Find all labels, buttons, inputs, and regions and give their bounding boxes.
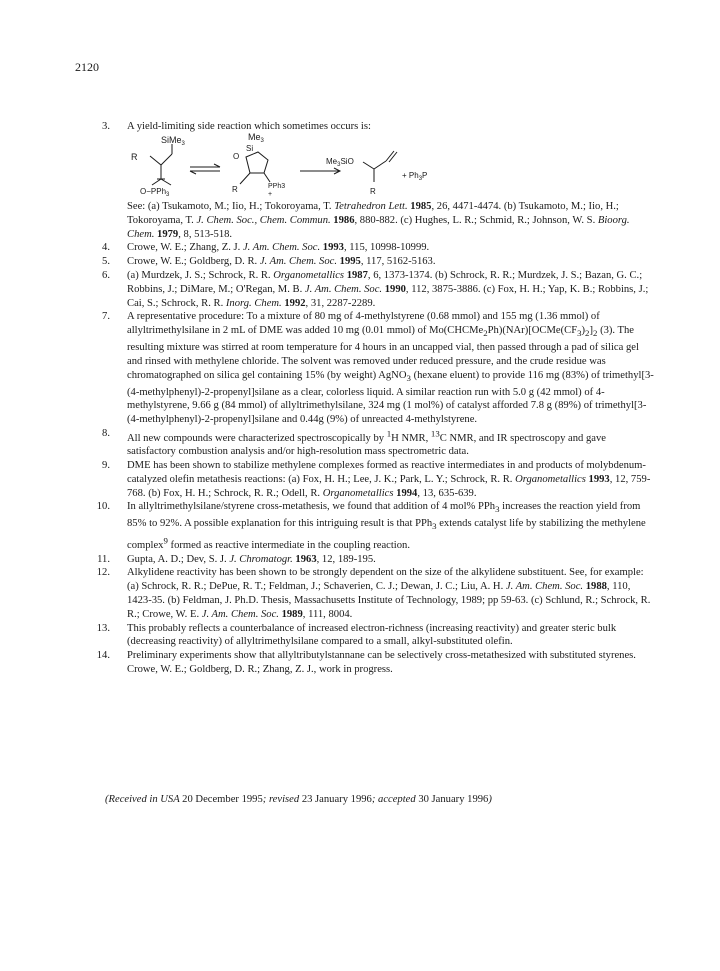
page-number: 2120 — [75, 60, 99, 74]
reference-text: A representative procedure: To a mixture of 80 mg of 4-methylstyrene (0.68 mmol) and 155 mg (1.36 mmol) of allyltrimethylsilane in 2 mL of DME was added 10 mg (0.01 mmol) of $Mo(CHCMe_2Ph)(NAr)[OCMe(CF_3)_2]_2$ (3). The resulting mixture was stirred at room temperature for 4 hours in an uncapped vial, then passed through a pad of silica gel and rinsed with methylene chloride. The solvent was removed under reduced pressure, and the crude residue was chromatographed on silica gel containing 15% (by weight) AgNO$_3$ (hexane eluent) to provide 116 mg (83%) of trimethyl[3-(4-methylphenyl)-2-propenyl]silane as a clear, colorless liquid. A similar reaction run with 5.0 g (42 mmol) of 4-methylstyrene, 9.66 g (84 mmol) of allyltrimethylsilane, 324 mg (1 mol%) of catalyst afforded 7.8 g (89%) of trimethyl[3-(4-methylphenyl)-2-propenyl]silane and 0.44g (9%) of unreacted 4-methylstyrene. — [127, 311, 654, 426]
reference-4 — [82, 241, 654, 255]
ph3p-label: + $Ph_3P$ — [402, 171, 428, 182]
pph3-ring-label: PPh3 — [268, 183, 286, 190]
reference-text: Alkylidene reactivity has been shown to be strongly dependent on the size of the alkylidene substituent. See, for example: (a) Schrock, R. R.; DePue, R. T.; Feldman, J.; Schaverien, C. J.; Dewan, J. C.; Liu, A. H. J. Am. Chem. Soc. 1988, 110, 1423-35. (b) Feldman, J. Ph.D. Thesis, Massachusetts Institute of Technology, 1989; pp 59-63. (c) Schlund, R.; Schrock, R. R.; Crowe, W. E. J. Am. Chem. Soc. 1989, 111, 8004. — [127, 567, 651, 620]
r-ring-label: R — [232, 185, 238, 194]
reference-number: 5. — [102, 256, 110, 268]
sime3-label: SiMe$_3$ — [161, 135, 185, 147]
reference-8 — [82, 427, 654, 459]
reference-6 — [82, 269, 654, 310]
reference-number: 9. — [102, 460, 110, 472]
reference-number: 12. — [96, 567, 110, 579]
reference-7 — [82, 310, 654, 427]
reference-13 — [82, 622, 654, 650]
reference-number: 8. — [102, 427, 110, 439]
reference-14 — [82, 649, 654, 677]
me3sio-label: $Me_3SiO$ — [326, 157, 354, 168]
reaction-scheme — [128, 132, 648, 202]
reference-number: 3. — [102, 121, 110, 132]
reference-12 — [82, 566, 654, 621]
r-product-label: R — [370, 187, 376, 196]
reference-text: This probably reflects a counterbalance of increased electron-richness (increasing reactivity) and greater steric bulk (decreasing reactivity) of allyltrimethylsilane compared to a small, alkyl-substituted olefin. — [127, 622, 617, 648]
reference-11 — [82, 553, 654, 567]
reference-number: 7. — [102, 311, 110, 323]
reference-number: 13. — [96, 622, 110, 634]
reference-text: DME has been shown to stabilize methylene complexes formed as reactive intermediates in and products of molybdenum-catalyzed olefin metathesis reactions: (a) Fox, H. H.; Lee, J. K.; Park, L. Y.; Schrock, R. R. Organometallics 1993, 12, 759-768. (b) Fox, H. H.; Schrock, R. R.; Odell, R. Organometallics 1994, 13, 635-639. — [127, 460, 651, 499]
reference-text: A yield-limiting side reaction which sometimes occurs is: — [127, 121, 371, 132]
reference-number: 4. — [102, 242, 110, 254]
reference-5 — [82, 255, 654, 269]
plus-charge-label: + — [268, 191, 273, 198]
reference-9 — [82, 459, 654, 500]
reference-text: In allyltrimethylsilane/styrene cross-metathesis, we found that addition of 4 mol% PPh$_3$ increases the reaction yield from 85% to 92%. A possible explanation for this intriguing result is that PPh$_3$ extends catalyst life by stabilizing the methylene complex$^9$ formed as reactive intermediate in the coupling reaction. — [127, 501, 646, 551]
reference-number: 6. — [102, 269, 110, 281]
si-label: Si — [246, 144, 254, 153]
reference-text: Gupta, A. D.; Dev, S. J. J. Chromatogr. 1963, 12, 189-195. — [127, 553, 376, 565]
references-list — [82, 120, 654, 677]
reference-text: Preliminary experiments show that allyltributylstannane can be selectively cross-metathesized with substituted styrenes. Crowe, W. E.; Goldberg, D. R.; Zhang, Z. J., work in progress. — [127, 650, 636, 675]
reference-number: 11. — [97, 553, 110, 565]
me3-label: $Me_3$ — [248, 132, 264, 144]
received-note: (Received in USA 20 December 1995; revised 23 January 1996; accepted 30 January 1996) — [105, 794, 492, 805]
o-pph3-label: O−PPh$_3$ — [140, 187, 170, 198]
reference-text: Crowe, W. E.; Zhang, Z. J. J. Am. Chem. Soc. 1993, 115, 10998-10999. — [127, 242, 430, 254]
r-label: R — [131, 152, 138, 162]
reference-text: Crowe, W. E.; Goldberg, D. R. J. Am. Chem. Soc. 1995, 117, 5162-5163. — [127, 256, 436, 268]
reference-number: 14. — [96, 650, 110, 662]
reference-10 — [82, 500, 654, 552]
o-ring-label: O — [233, 152, 240, 161]
reference-text: See: (a) Tsukamoto, M.; Iio, H.; Tokoroyama, T. Tetrahedron Lett. 1985, 26, 4471-4474. (b) Tsukamoto, M.; Iio, H.; Tokoroyama, T. J. Chem. Soc., Chem. Commun. 1986, 880-882. (c) Hughes, L. R.; Schmid, R.; Johnson, W. S. Bioorg. Chem. 1979, 8, 513-518. — [127, 201, 630, 240]
reference-number: 10. — [96, 501, 110, 513]
reference-text: All new compounds were characterized spectroscopically by $^1$H NMR, $^{13}$C NMR, and IR spectroscopy and gave satisfactory combustion analysis and/or high-resolution mass spectrometric data. — [127, 427, 606, 458]
reference-text: (a) Murdzek, J. S.; Schrock, R. R. Organometallics 1987, 6, 1373-1374. (b) Schrock, R. R.; Murdzek, J. S.; Bazan, G. C.; Robbins, J.; DiMare, M.; O'Regan, M. B. J. Am. Chem. Soc. 1990, 112, 3875-3886. (c) Fox, H. H.; Yap, K. B.; Robbins, J.; Cai, S.; Schrock, R. R. Inorg. Chem. 1992, 31, 2287-2289. — [127, 269, 649, 309]
